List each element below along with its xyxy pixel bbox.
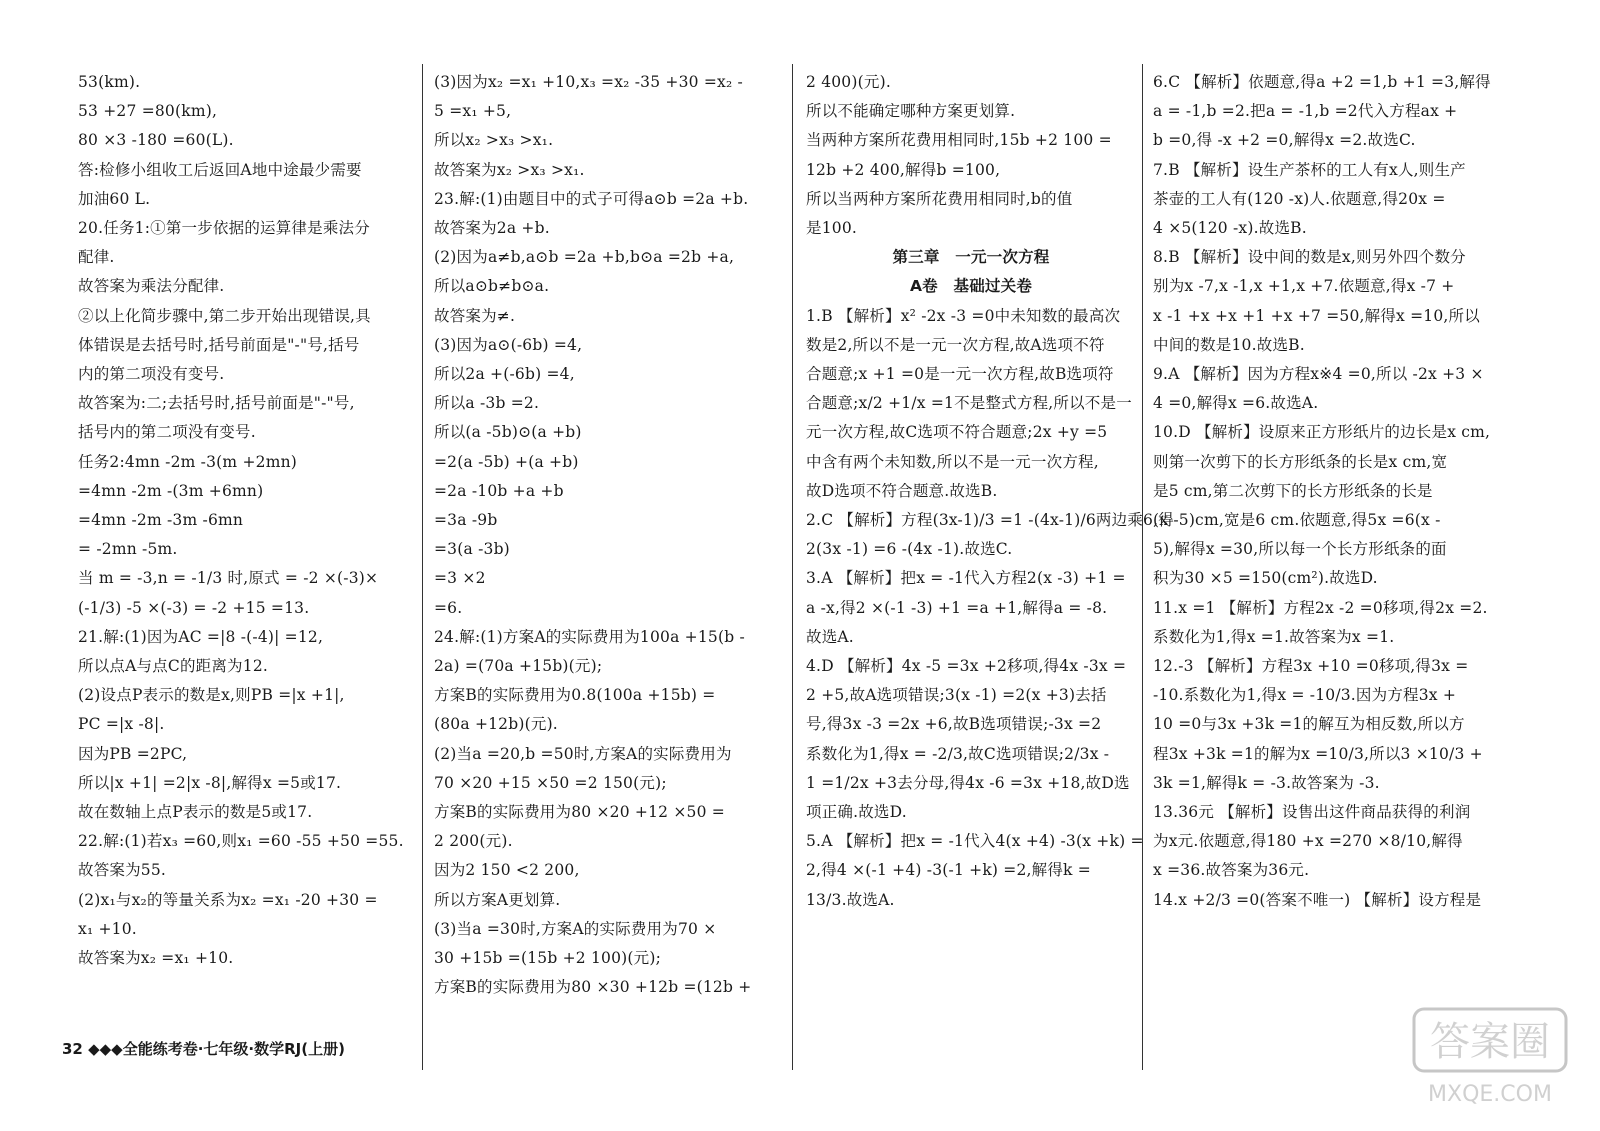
text-line: 70 ×20 +15 ×50 =2 150(元); xyxy=(434,773,667,792)
text-line: 故在数轴上点P表示的数是5或17. xyxy=(78,803,313,822)
text-line: (3)因为a⊙(-6b) =4, xyxy=(434,335,583,354)
text-line: 80 ×3 -180 =60(L). xyxy=(78,131,234,150)
text-line: 中含有两个未知数,所以不是一元一次方程, xyxy=(806,452,1099,471)
text-line: 3.A 【解析】把x = -1代入方程2(x -3) +1 = xyxy=(806,569,1126,588)
text-line: 23.解:(1)由题目中的式子可得a⊙b =2a +b. xyxy=(434,189,749,208)
text-line: 体错误是去括号时,括号前面是"-"号,括号 xyxy=(78,335,360,354)
text-line: (2)因为a≠b,a⊙b =2a +b,b⊙a =2b +a, xyxy=(434,248,735,267)
text-line: 程3x +3k =1的解为x =10/3,所以3 ×10/3 + xyxy=(1153,744,1483,763)
text-line: 2 200(元). xyxy=(434,832,513,851)
column-3 xyxy=(806,68,1174,915)
text-line: 24.解:(1)方案A的实际费用为100a +15(b - xyxy=(434,627,745,646)
text-line: b =0,得 -x +2 =0,解得x =2.故选C. xyxy=(1153,131,1416,150)
text-line: 故答案为2a +b. xyxy=(434,219,550,238)
text-line: 合题意;x/2 +1/x =1不是整式方程,所以不是一 xyxy=(806,394,1132,413)
text-line: 为x元.依题意,得180 +x =270 ×8/10,解得 xyxy=(1153,832,1463,851)
text-line: 6.C 【解析】依题意,得a +2 =1,b +1 =3,解得 xyxy=(1153,73,1491,91)
text-line: 故答案为x₂ >x₃ >x₁. xyxy=(434,160,585,179)
text-line: 茶壶的工人有(120 -x)人.依题意,得20x = xyxy=(1153,189,1446,208)
text-line: (2)设点P表示的数是x,则PB =|x +1|, xyxy=(78,686,345,705)
text-line: 1 =1/2x +3去分母,得4x -6 =3x +18,故D选 xyxy=(806,773,1130,792)
page-footer: 32 ◆◆◆全能练考卷·七年级·数学RJ(上册) xyxy=(62,1040,345,1058)
text-line: 故答案为:二;去括号时,括号前面是"-"号, xyxy=(78,394,355,413)
text-line: a = -1,b =2.把a = -1,b =2代入方程ax + xyxy=(1153,102,1458,121)
text-line: 21.解:(1)因为AC =|8 -(-4)| =12, xyxy=(78,627,324,646)
text-line: 12b +2 400,解得b =100, xyxy=(806,160,1001,179)
column-divider xyxy=(1142,64,1143,1070)
text-line: 元一次方程,故C选项不符合题意;2x +y =5 xyxy=(806,423,1108,442)
text-line: 方案B的实际费用为80 ×20 +12 ×50 = xyxy=(434,803,725,822)
text-line: x -1 +x +x +1 +x +7 =50,解得x =10,所以 xyxy=(1153,306,1480,325)
text-line: =3a -9b xyxy=(434,511,498,530)
text-line: =4mn -2m -3m -6mn xyxy=(78,511,244,530)
text-line: 是100. xyxy=(806,219,858,238)
column-divider xyxy=(422,64,423,1070)
text-line: =3 ×2 xyxy=(434,569,486,588)
text-line: 所以不能确定哪种方案更划算. xyxy=(806,102,1016,121)
text-line: PC =|x -8|. xyxy=(78,715,165,734)
text-line: 中间的数是10.故选B. xyxy=(1153,335,1305,354)
text-line: 所以2a +(-6b) =4, xyxy=(434,365,575,384)
text-line: 内的第二项没有变号. xyxy=(78,365,225,384)
text-line: 故答案为55. xyxy=(78,861,167,880)
watermark-title: 答案圈 xyxy=(1430,1019,1550,1065)
column-1 xyxy=(78,68,418,973)
text-line: 任务2:4mn -2m -3(m +2mn) xyxy=(78,452,298,471)
text-line: 13/3.故选A. xyxy=(806,890,895,909)
text-line: 故选A. xyxy=(806,627,854,646)
section-heading: 第三章 一元一次方程 xyxy=(892,248,1050,267)
text-line: 53 +27 =80(km), xyxy=(78,102,218,121)
text-line: =3(a -3b) xyxy=(434,540,510,559)
text-line: 是5 cm,第二次剪下的长方形纸条的长是 xyxy=(1153,481,1433,500)
text-line: 所以方案A更划算. xyxy=(434,890,561,909)
text-line: 所以当两种方案所花费用相同时,b的值 xyxy=(806,189,1073,208)
text-line: 11.x =1 【解析】方程2x -2 =0移项,得2x =2. xyxy=(1153,598,1488,617)
text-line: 所以点A与点C的距离为12. xyxy=(78,657,269,676)
text-line: 答:检修小组收工后返回A地中途最少需要 xyxy=(78,160,362,179)
text-line: x =36.故答案为36元. xyxy=(1153,861,1310,880)
section-heading: A卷 基础过关卷 xyxy=(909,277,1033,296)
text-line: 故答案为x₂ =x₁ +10. xyxy=(78,949,234,968)
text-line: 方案B的实际费用为0.8(100a +15b) = xyxy=(434,686,716,705)
text-line: 加油60 L. xyxy=(78,189,151,208)
text-line: 12.-3 【解析】方程3x +10 =0移项,得3x = xyxy=(1153,657,1469,676)
text-line: 当 m = -3,n = -1/3 时,原式 = -2 ×(-3)× xyxy=(78,569,379,588)
text-line: 4 =0,解得x =6.故选A. xyxy=(1153,394,1319,413)
text-line: 方案B的实际费用为80 ×30 +12b =(12b + xyxy=(434,978,752,997)
text-line: 22.解:(1)若x₃ =60,则x₁ =60 -55 +50 =55. xyxy=(78,832,404,851)
text-line: 5.A 【解析】把x = -1代入4(x +4) -3(x +k) = xyxy=(806,832,1144,851)
text-line: 故D选项不符合题意.故选B. xyxy=(806,481,998,500)
text-line: 项正确.故选D. xyxy=(806,803,907,822)
column-4 xyxy=(1153,68,1523,915)
text-line: (-1/3) -5 ×(-3) = -2 +15 =13. xyxy=(78,598,310,617)
text-line: 号,得3x -3 =2x +6,故B选项错误;-3x =2 xyxy=(806,715,1102,734)
text-line: 系数化为1,得x =1.故答案为x =1. xyxy=(1153,627,1395,646)
text-line: a -x,得2 ×(-1 -3) +1 =a +1,解得a = -8. xyxy=(806,598,1108,617)
text-line: 4.D 【解析】4x -5 =3x +2移项,得4x -3x = xyxy=(806,657,1127,676)
text-line: ②以上化简步骤中,第二步开始出现错误,具 xyxy=(78,306,371,325)
text-line: 则第一次剪下的长方形纸条的长是x cm,宽 xyxy=(1153,452,1448,471)
text-line: 8.B 【解析】设中间的数是x,则另外四个数分 xyxy=(1153,248,1466,267)
text-line: 30 +15b =(15b +2 100)(元); xyxy=(434,949,662,968)
text-line: (2)x₁与x₂的等量关系为x₂ =x₁ -20 +30 = xyxy=(78,890,378,909)
text-line: 积为30 ×5 =150(cm²).故选D. xyxy=(1153,569,1378,588)
text-line: =2a -10b +a +b xyxy=(434,481,564,500)
text-line: 1.B 【解析】x² -2x -3 =0中未知数的最高次 xyxy=(806,306,1121,325)
text-line: 2,得4 ×(-1 +4) -3(-1 +k) =2,解得k = xyxy=(806,861,1091,880)
text-line: 2 400)(元). xyxy=(806,73,891,91)
text-line: 4 ×5(120 -x).故选B. xyxy=(1153,219,1307,238)
text-line: 故答案为≠. xyxy=(434,306,516,325)
text-line: =4mn -2m -(3m +6mn) xyxy=(78,481,264,500)
text-line: 20.任务1:①第一步依据的运算律是乘法分 xyxy=(78,219,370,238)
text-line: =2(a -5b) +(a +b) xyxy=(434,452,579,471)
text-line: (2)当a =20,b =50时,方案A的实际费用为 xyxy=(434,744,732,763)
text-line: 2(3x -1) =6 -(4x -1).故选C. xyxy=(806,540,1013,559)
text-line: 所以(a -5b)⊙(a +b) xyxy=(434,423,582,442)
text-line: (3)当a =30时,方案A的实际费用为70 × xyxy=(434,919,717,938)
text-line: 因为2 150 <2 200, xyxy=(434,861,580,880)
text-line: 所以x₂ >x₃ >x₁. xyxy=(434,131,554,150)
text-line: 7.B 【解析】设生产茶杯的工人有x人,则生产 xyxy=(1153,160,1466,179)
watermark-logo xyxy=(1410,1005,1570,1113)
text-line: 14.x +2/3 =0(答案不唯一) 【解析】设方程是 xyxy=(1153,890,1482,909)
text-line: 合题意;x +1 =0是一元一次方程,故B选项符 xyxy=(806,365,1114,384)
text-line: 数是2,所以不是一元一次方程,故A选项不符 xyxy=(806,335,1105,354)
column-2 xyxy=(434,68,780,1003)
text-line: 9.A 【解析】因为方程x※4 =0,所以 -2x +3 × xyxy=(1153,365,1484,384)
text-line: 2 +5,故A选项错误;3(x -1) =2(x +3)去括 xyxy=(806,686,1107,705)
text-line: 当两种方案所花费用相同时,15b +2 100 = xyxy=(806,131,1112,150)
text-line: 2.C 【解析】方程(3x-1)/3 =1 -(4x-1)/6两边乘6,得 xyxy=(806,511,1174,530)
text-line: 因为PB =2PC, xyxy=(78,744,188,763)
text-line: 括号内的第二项没有变号. xyxy=(78,423,256,442)
text-line: 53(km). xyxy=(78,73,141,91)
text-line: (3)因为x₂ =x₁ +10,x₃ =x₂ -35 +30 =x₂ - xyxy=(434,73,743,91)
text-line: 3k =1,解得k = -3.故答案为 -3. xyxy=(1153,773,1380,792)
text-line: 配律. xyxy=(78,248,115,267)
text-line: 10.D 【解析】设原来正方形纸片的边长是x cm, xyxy=(1153,423,1491,442)
watermark-url: MXQE.COM xyxy=(1428,1082,1552,1107)
text-line: 所以a⊙b≠b⊙a. xyxy=(434,277,550,296)
text-line: 故答案为乘法分配律. xyxy=(78,277,225,296)
text-line: 所以|x +1| =2|x -8|,解得x =5或17. xyxy=(78,773,342,792)
text-line: =6. xyxy=(434,598,463,617)
text-line: 2a) =(70a +15b)(元); xyxy=(434,657,603,676)
text-line: 13.36元 【解析】设售出这件商品获得的利润 xyxy=(1153,803,1471,822)
text-line: 5 =x₁ +5, xyxy=(434,102,512,121)
text-line: (80a +12b)(元). xyxy=(434,715,558,734)
text-line: 系数化为1,得x = -2/3,故C选项错误;2/3x - xyxy=(806,744,1110,763)
text-line: 10 =0与3x +3k =1的解互为相反数,所以方 xyxy=(1153,715,1465,734)
text-line: x₁ +10. xyxy=(78,919,137,938)
column-divider xyxy=(792,64,793,1070)
text-line: -10.系数化为1,得x = -10/3.因为方程3x + xyxy=(1153,686,1457,705)
text-line: 别为x -7,x -1,x +1,x +7.依题意,得x -7 + xyxy=(1153,277,1455,296)
text-line: = -2mn -5m. xyxy=(78,540,178,559)
text-line: 所以a -3b =2. xyxy=(434,394,540,413)
text-line: 5),解得x =30,所以每一个长方形纸条的面 xyxy=(1153,540,1447,559)
text-line: (x -5)cm,宽是6 cm.依题意,得5x =6(x - xyxy=(1153,511,1441,530)
